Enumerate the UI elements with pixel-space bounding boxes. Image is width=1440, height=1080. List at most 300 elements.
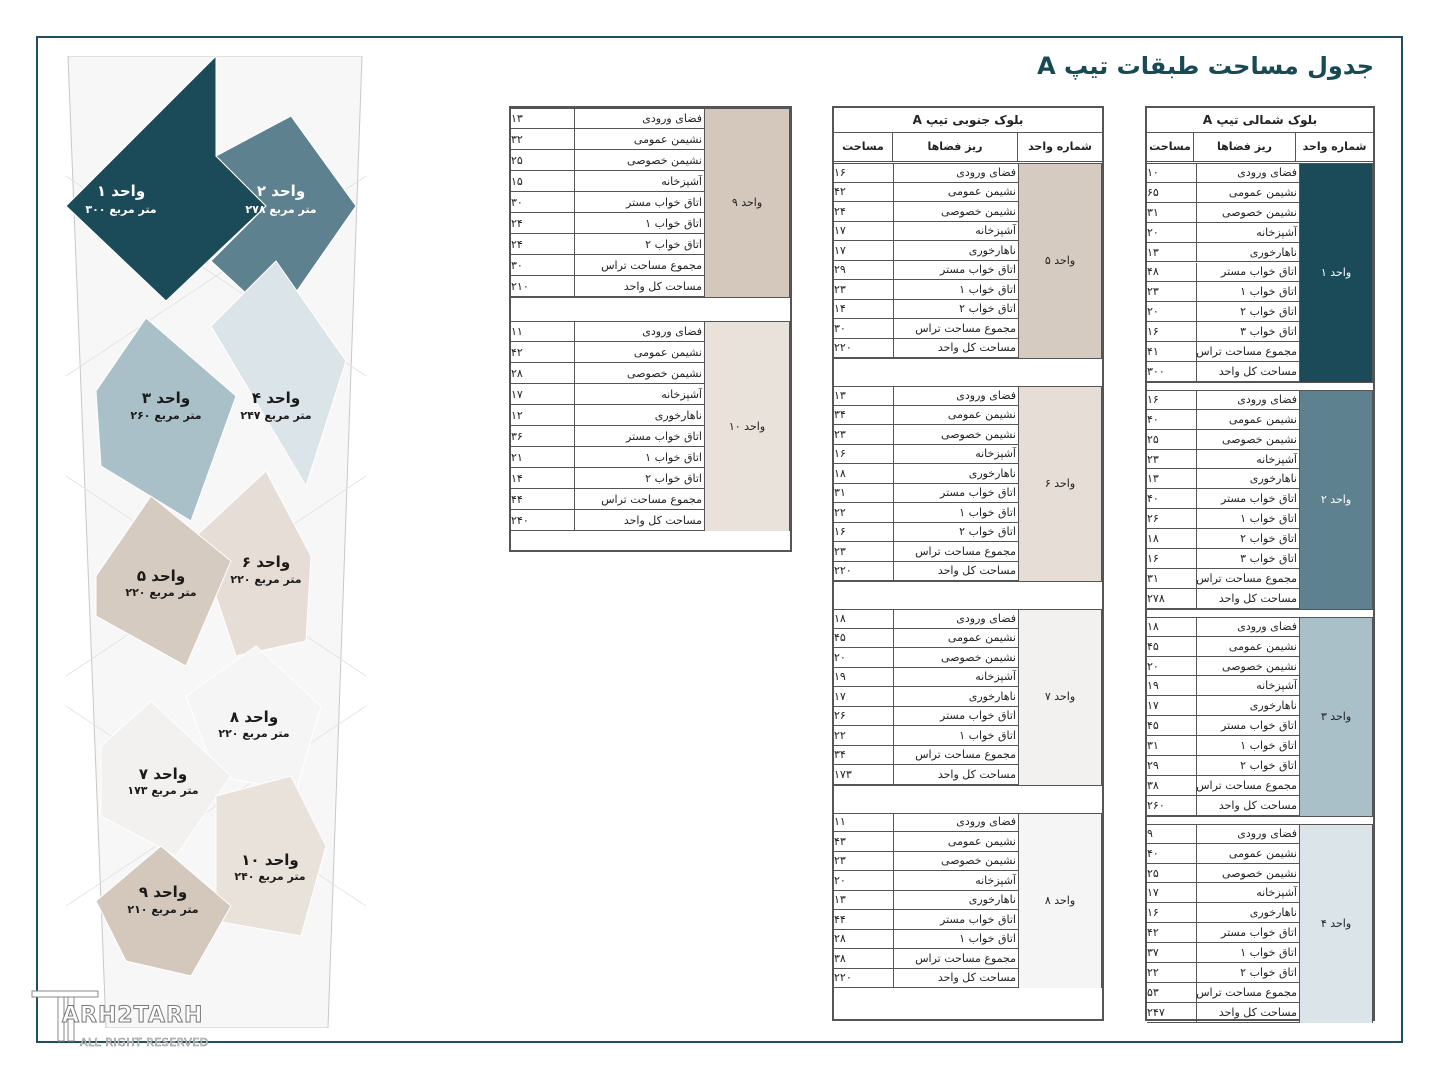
- north-area-value: ۱۶: [1147, 549, 1197, 568]
- north-area-value: ۳۷: [1147, 943, 1197, 962]
- group-separator: [1147, 390, 1373, 391]
- north-space-name: فضای ورودی: [1237, 392, 1297, 406]
- south-area-value: ۲۴: [834, 202, 894, 221]
- south-unit-name-cell: واحد ۷: [1018, 609, 1102, 785]
- third-area-value: ۱۱: [511, 321, 575, 341]
- third-row: [511, 468, 704, 489]
- south-space-name: اتاق خواب ۱: [959, 932, 1016, 946]
- plan-label-unit-2: واحد ۲: [256, 182, 306, 200]
- north-row: [1147, 589, 1299, 609]
- third-space-name: نشیمن عمومی: [633, 132, 702, 146]
- third-row: [511, 255, 704, 276]
- south-space-name: مجموع مساحت تراس: [915, 748, 1016, 762]
- south-area-value: ۱۶: [834, 163, 894, 182]
- south-space-name: اتاق خواب مستر: [940, 709, 1016, 723]
- north-row: [1147, 163, 1299, 183]
- south-space-name: مساحت کل واحد: [937, 971, 1016, 985]
- south-space-name: اتاق خواب مستر: [940, 263, 1016, 277]
- north-area-value: ۳۱: [1147, 569, 1197, 588]
- south-area-value: ۱۷: [834, 222, 894, 241]
- south-area-value: ۲۸: [834, 930, 894, 949]
- third-area-value: ۲۴: [511, 234, 575, 254]
- north-space-name: فضای ورودی: [1237, 619, 1297, 633]
- plan-area-unit-5: ۲۲۰ متر مربع: [125, 586, 197, 599]
- north-area-value: ۶۵: [1147, 183, 1197, 202]
- north-area-value: ۲۰: [1147, 302, 1197, 321]
- north-row: [1147, 903, 1299, 923]
- north-area-value: ۴۱: [1147, 342, 1197, 361]
- north-row: [1147, 390, 1299, 410]
- third-row: [511, 129, 704, 150]
- plan-label-unit-6: واحد ۶: [241, 553, 291, 571]
- third-space-name: اتاق خواب ۲: [645, 237, 702, 251]
- north-area-value: ۱۸: [1147, 617, 1197, 636]
- third-space-name: مجموع مساحت تراس: [601, 492, 702, 506]
- third-row: [511, 276, 704, 297]
- north-space-name: نشیمن عمومی: [1228, 846, 1297, 860]
- north-unit-name-cell: واحد ۱: [1299, 163, 1373, 382]
- south-row: [834, 629, 1018, 649]
- north-space-name: اتاق خواب مستر: [1221, 265, 1297, 279]
- plan-label-unit-9: واحد ۹: [138, 883, 188, 901]
- north-unit-group-3: [1147, 617, 1373, 816]
- plan-area-unit-2: ۲۷۸ متر مربع: [245, 203, 317, 216]
- north-row: [1147, 676, 1299, 696]
- third-area-value: ۱۲: [511, 405, 575, 425]
- north-space-name: فضای ورودی: [1237, 165, 1297, 179]
- logo-subtext: ALL RIGHT RESERVED: [80, 1036, 209, 1049]
- south-area-value: ۳۱: [834, 484, 894, 503]
- third-area-value: ۱۵: [511, 171, 575, 191]
- north-space-name: اتاق خواب ۱: [1240, 739, 1297, 753]
- south-space-name: فضای ورودی: [956, 611, 1016, 625]
- south-row: [834, 707, 1018, 727]
- south-area-value: ۳۸: [834, 949, 894, 968]
- north-space-name: مجموع مساحت تراس: [1196, 985, 1297, 999]
- south-area-value: ۴۵: [834, 629, 894, 648]
- south-row: [834, 687, 1018, 707]
- north-row: [1147, 963, 1299, 983]
- north-row: [1147, 1003, 1299, 1023]
- north-space-name: ناهارخوری: [1249, 699, 1297, 713]
- south-space-name: آشپزخانه: [975, 447, 1016, 461]
- north-area-value: ۵۳: [1147, 983, 1197, 1002]
- north-space-name: ناهارخوری: [1249, 472, 1297, 486]
- third-area-value: ۳۲: [511, 129, 575, 149]
- third-area-value: ۳۰: [511, 255, 575, 275]
- third-space-name: ناهارخوری: [654, 408, 702, 422]
- third-area-value: ۴۲: [511, 342, 575, 362]
- north-area-value: ۴۰: [1147, 489, 1197, 508]
- third-space-name: نشیمن خصوصی: [627, 366, 702, 380]
- plan-area-unit-9: ۲۱۰ متر مربع: [127, 903, 199, 916]
- north-space-name: مجموع مساحت تراس: [1196, 345, 1297, 359]
- south-space-name: آشپزخانه: [975, 670, 1016, 684]
- north-row: [1147, 776, 1299, 796]
- plan-label-unit-7: واحد ۷: [138, 765, 188, 783]
- south-space-name: نشیمن عمومی: [947, 185, 1016, 199]
- third-row: [511, 150, 704, 171]
- south-unit-name-cell: واحد ۸: [1018, 813, 1102, 989]
- south-space-name: فضای ورودی: [956, 165, 1016, 179]
- north-row: [1147, 549, 1299, 569]
- logo-text: ARH2TARH: [62, 1003, 204, 1028]
- north-header-unit: شماره واحد: [1295, 132, 1373, 162]
- north-space-name: اتاق خواب ۳: [1240, 325, 1297, 339]
- south-row: [834, 871, 1018, 891]
- south-row: [834, 280, 1018, 300]
- north-area-value: ۳۸: [1147, 776, 1197, 795]
- north-area-value: ۱۳: [1147, 469, 1197, 488]
- north-row: [1147, 736, 1299, 756]
- third-space-name: اتاق خواب مستر: [626, 429, 702, 443]
- third-space-name: نشیمن خصوصی: [627, 153, 702, 167]
- third-row: [511, 108, 704, 129]
- north-space-name: اتاق خواب ۲: [1240, 759, 1297, 773]
- north-area-value: ۲۷۸: [1147, 589, 1197, 608]
- north-space-name: اتاق خواب ۲: [1240, 532, 1297, 546]
- third-space-name: آشپزخانه: [661, 387, 702, 401]
- north-row: [1147, 263, 1299, 283]
- north-row: [1147, 529, 1299, 549]
- south-row: [834, 609, 1018, 629]
- third-space-name: اتاق خواب ۱: [645, 216, 702, 230]
- south-area-value: ۴۲: [834, 183, 894, 202]
- south-area-value: ۲۳: [834, 425, 894, 444]
- north-block-table: [1145, 106, 1375, 1021]
- north-unit-group-2: [1147, 390, 1373, 609]
- south-row: [834, 832, 1018, 852]
- third-area-value: ۲۱۰: [511, 276, 575, 296]
- third-row: [511, 342, 704, 363]
- floor-plan: [66, 56, 366, 1028]
- north-unit-group-1: [1147, 163, 1373, 382]
- south-area-value: ۱۸: [834, 464, 894, 483]
- group-separator: [1147, 609, 1373, 610]
- plan-label-unit-10: واحد ۱۰: [241, 851, 299, 869]
- plan-label-unit-5: واحد ۵: [136, 567, 186, 585]
- south-area-value: ۱۷۳: [834, 765, 894, 784]
- third-space-name: اتاق خواب مستر: [626, 195, 702, 209]
- north-area-value: ۱۰: [1147, 163, 1197, 182]
- south-unit-name-cell: واحد ۵: [1018, 163, 1102, 358]
- north-space-name: اتاق خواب ۱: [1240, 512, 1297, 526]
- north-unit-name-cell: واحد ۲: [1299, 390, 1373, 609]
- north-space-name: آشپزخانه: [1256, 679, 1297, 693]
- third-area-value: ۲۴: [511, 213, 575, 233]
- north-area-value: ۲۶: [1147, 509, 1197, 528]
- third-area-value: ۱۴: [511, 468, 575, 488]
- north-space-name: اتاق خواب مستر: [1221, 926, 1297, 940]
- north-area-value: ۲۵: [1147, 864, 1197, 883]
- third-area-value: ۳۶: [511, 426, 575, 446]
- north-area-value: ۳۱: [1147, 736, 1197, 755]
- north-row: [1147, 223, 1299, 243]
- north-area-value: ۲۵: [1147, 430, 1197, 449]
- north-unit-name-cell: واحد ۴: [1299, 824, 1373, 1023]
- north-row: [1147, 489, 1299, 509]
- north-space-name: اتاق خواب ۳: [1240, 552, 1297, 566]
- south-space-name: مجموع مساحت تراس: [915, 951, 1016, 965]
- group-separator: [1147, 816, 1373, 817]
- south-row: [834, 852, 1018, 872]
- north-area-value: ۱۶: [1147, 390, 1197, 409]
- third-row: [511, 171, 704, 192]
- floor-plan-drawing: [66, 56, 366, 1028]
- third-area-value: ۳۰: [511, 192, 575, 212]
- south-area-value: ۲۳: [834, 280, 894, 299]
- third-row: [511, 510, 704, 531]
- group-separator: [834, 609, 1102, 610]
- north-row: [1147, 410, 1299, 430]
- north-area-value: ۴۰: [1147, 410, 1197, 429]
- third-row: [511, 405, 704, 426]
- north-row: [1147, 657, 1299, 677]
- south-row: [834, 542, 1018, 562]
- north-area-value: ۱۳: [1147, 243, 1197, 262]
- south-area-value: ۱۳: [834, 386, 894, 405]
- group-separator: [511, 108, 790, 109]
- south-row: [834, 425, 1018, 445]
- south-row: [834, 523, 1018, 543]
- south-row: [834, 300, 1018, 320]
- south-area-value: ۱۶: [834, 445, 894, 464]
- south-area-value: ۲۲۰: [834, 339, 894, 358]
- north-row: [1147, 322, 1299, 342]
- north-area-value: ۲۳: [1147, 282, 1197, 301]
- group-separator: [1147, 824, 1373, 825]
- third-row: [511, 213, 704, 234]
- third-unit-group-2: [511, 321, 790, 531]
- south-area-value: ۲۰: [834, 648, 894, 667]
- third-space-name: آشپزخانه: [661, 174, 702, 188]
- plan-area-unit-8: ۲۲۰ متر مربع: [218, 727, 290, 740]
- south-row: [834, 503, 1018, 523]
- third-area-value: ۴۴: [511, 489, 575, 509]
- north-row: [1147, 450, 1299, 470]
- north-area-value: ۳۰۰: [1147, 362, 1197, 381]
- north-row: [1147, 282, 1299, 302]
- north-space-name: آشپزخانه: [1256, 886, 1297, 900]
- south-row: [834, 464, 1018, 484]
- north-row: [1147, 569, 1299, 589]
- south-table-caption: بلوک جنوبی تیپ A: [834, 108, 1102, 133]
- south-space-name: فضای ورودی: [956, 815, 1016, 829]
- south-row: [834, 746, 1018, 766]
- north-area-value: ۱۷: [1147, 696, 1197, 715]
- south-row: [834, 969, 1018, 989]
- south-row: [834, 406, 1018, 426]
- north-space-name: ناهارخوری: [1249, 906, 1297, 920]
- south-space-name: اتاق خواب ۱: [959, 728, 1016, 742]
- south-row: [834, 484, 1018, 504]
- third-space-name: مساحت کل واحد: [623, 279, 702, 293]
- north-row: [1147, 796, 1299, 816]
- plan-label-unit-8: واحد ۸: [229, 708, 279, 726]
- north-row: [1147, 362, 1299, 382]
- south-row: [834, 183, 1018, 203]
- north-header-area: مساحت: [1147, 132, 1193, 162]
- third-row: [511, 426, 704, 447]
- north-area-value: ۱۹: [1147, 676, 1197, 695]
- north-space-name: فضای ورودی: [1237, 826, 1297, 840]
- south-area-value: ۲۲: [834, 726, 894, 745]
- group-separator: [1147, 617, 1373, 618]
- south-unit-group-4: [834, 813, 1102, 989]
- group-separator: [834, 581, 1102, 582]
- third-space-name: اتاق خواب ۱: [645, 450, 702, 464]
- south-row: [834, 261, 1018, 281]
- south-row: [834, 339, 1018, 359]
- north-space-name: اتاق خواب ۱: [1240, 285, 1297, 299]
- north-area-value: ۴۵: [1147, 637, 1197, 656]
- south-space-name: نشیمن خصوصی: [941, 650, 1016, 664]
- north-space-name: نشیمن عمومی: [1228, 639, 1297, 653]
- south-space-name: نشیمن عمومی: [947, 631, 1016, 645]
- third-row: [511, 363, 704, 384]
- group-separator: [834, 386, 1102, 387]
- north-area-value: ۱۶: [1147, 903, 1197, 922]
- north-header-space: ریز فضاها: [1193, 132, 1295, 162]
- third-row: [511, 447, 704, 468]
- third-row: [511, 489, 704, 510]
- third-unit-name-cell: واحد ۱۰: [704, 321, 790, 531]
- south-space-name: مساحت کل واحد: [937, 564, 1016, 578]
- south-row: [834, 765, 1018, 785]
- north-space-name: مساحت کل واحد: [1218, 1005, 1297, 1019]
- south-area-value: ۲۳: [834, 542, 894, 561]
- north-row: [1147, 183, 1299, 203]
- group-separator: [834, 813, 1102, 814]
- south-area-value: ۱۹: [834, 668, 894, 687]
- third-space-name: فضای ورودی: [642, 111, 702, 125]
- south-row: [834, 813, 1018, 833]
- south-space-name: اتاق خواب ۲: [959, 302, 1016, 316]
- south-space-name: ناهارخوری: [968, 466, 1016, 480]
- south-space-name: مجموع مساحت تراس: [915, 321, 1016, 335]
- south-space-name: اتاق خواب ۱: [959, 505, 1016, 519]
- north-area-value: ۲۰: [1147, 657, 1197, 676]
- plan-area-unit-3: ۲۶۰ متر مربع: [130, 409, 202, 422]
- north-row: [1147, 883, 1299, 903]
- group-separator: [834, 358, 1102, 359]
- south-area-value: ۱۶: [834, 523, 894, 542]
- plan-area-unit-6: ۲۲۰ متر مربع: [230, 573, 302, 586]
- north-row: [1147, 617, 1299, 637]
- south-header-unit: شماره واحد: [1017, 132, 1102, 162]
- south-row: [834, 222, 1018, 242]
- north-row: [1147, 923, 1299, 943]
- south-space-name: ناهارخوری: [968, 243, 1016, 257]
- north-row: [1147, 243, 1299, 263]
- south-row: [834, 386, 1018, 406]
- north-space-name: مساحت کل واحد: [1218, 364, 1297, 378]
- north-area-value: ۲۰: [1147, 223, 1197, 242]
- plan-area-unit-1: ۳۰۰ متر مربع: [85, 203, 157, 216]
- south-row: [834, 891, 1018, 911]
- south-unit-group-2: [834, 386, 1102, 581]
- north-row: [1147, 864, 1299, 884]
- north-space-name: نشیمن خصوصی: [1222, 205, 1297, 219]
- third-row: [511, 234, 704, 255]
- south-unit-name-cell: واحد ۶: [1018, 386, 1102, 581]
- south-space-name: آشپزخانه: [975, 224, 1016, 238]
- third-area-value: ۲۸: [511, 363, 575, 383]
- south-header-space: ریز فضاها: [892, 132, 1017, 162]
- south-row: [834, 648, 1018, 668]
- third-space-name: فضای ورودی: [642, 324, 702, 338]
- south-row: [834, 910, 1018, 930]
- plan-label-unit-3: واحد ۳: [141, 389, 191, 407]
- south-space-name: نشیمن خصوصی: [941, 204, 1016, 218]
- third-area-value: ۲۵: [511, 150, 575, 170]
- south-space-name: اتاق خواب مستر: [940, 486, 1016, 500]
- south-space-name: نشیمن خصوصی: [941, 427, 1016, 441]
- third-space-name: اتاق خواب ۲: [645, 471, 702, 485]
- south-row: [834, 163, 1018, 183]
- north-area-value: ۴۲: [1147, 923, 1197, 942]
- north-row: [1147, 756, 1299, 776]
- north-area-value: ۲۳: [1147, 450, 1197, 469]
- south-row: [834, 930, 1018, 950]
- north-row: [1147, 844, 1299, 864]
- south-area-value: ۳۴: [834, 746, 894, 765]
- third-row: [511, 384, 704, 405]
- third-area-value: ۲۴۰: [511, 510, 575, 530]
- north-space-name: نشیمن خصوصی: [1222, 432, 1297, 446]
- north-row: [1147, 430, 1299, 450]
- north-area-value: ۱۷: [1147, 883, 1197, 902]
- south-space-name: مجموع مساحت تراس: [915, 544, 1016, 558]
- north-area-value: ۱۶: [1147, 322, 1197, 341]
- south-space-name: مساحت کل واحد: [937, 341, 1016, 355]
- north-space-name: مساحت کل واحد: [1218, 591, 1297, 605]
- south-row: [834, 726, 1018, 746]
- south-row: [834, 202, 1018, 222]
- north-row: [1147, 469, 1299, 489]
- plan-area-unit-10: ۲۴۰ متر مربع: [234, 870, 306, 883]
- south-area-value: ۲۰: [834, 871, 894, 890]
- third-area-value: ۲۱: [511, 447, 575, 467]
- north-space-name: نشیمن عمومی: [1228, 185, 1297, 199]
- north-row: [1147, 637, 1299, 657]
- group-separator: [511, 321, 790, 322]
- north-row: [1147, 983, 1299, 1003]
- south-row: [834, 241, 1018, 261]
- south-space-name: آشپزخانه: [975, 873, 1016, 887]
- north-space-name: اتاق خواب مستر: [1221, 719, 1297, 733]
- north-area-value: ۲۲: [1147, 963, 1197, 982]
- north-row: [1147, 302, 1299, 322]
- south-area-value: ۲۳: [834, 852, 894, 871]
- south-area-value: ۳۰: [834, 319, 894, 338]
- north-area-value: ۴۸: [1147, 263, 1197, 282]
- north-space-name: آشپزخانه: [1256, 225, 1297, 239]
- north-space-name: نشیمن خصوصی: [1222, 659, 1297, 673]
- south-unit-group-3: [834, 609, 1102, 785]
- group-separator: [1147, 163, 1373, 164]
- group-separator: [511, 297, 790, 298]
- north-area-value: ۹: [1147, 824, 1197, 843]
- south-area-value: ۲۲: [834, 503, 894, 522]
- group-separator: [1147, 382, 1373, 383]
- north-row: [1147, 716, 1299, 736]
- units-9-10-table: [509, 106, 792, 552]
- group-separator: [834, 785, 1102, 786]
- south-area-value: ۱۷: [834, 687, 894, 706]
- south-header-area: مساحت: [834, 132, 892, 162]
- south-row: [834, 562, 1018, 582]
